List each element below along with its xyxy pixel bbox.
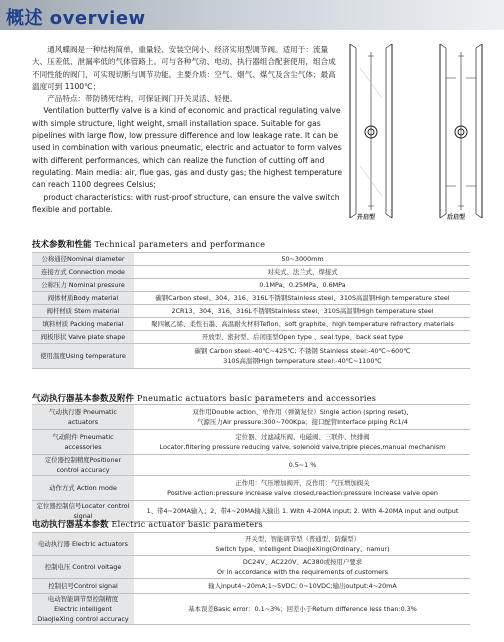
row-label: 阀体材质Body material [32, 292, 135, 305]
row-label: 气动附件 Pneumatic accessories [32, 430, 135, 455]
row-label: 公称通径Nominal diameter [32, 253, 135, 266]
valve-caption-open-type: 开启型 [357, 214, 376, 221]
row-label: 动作方式 Action mode [32, 476, 135, 501]
table-row [32, 430, 470, 455]
row-value: 0.1MPa、0.25MPa、0.6MPa [135, 279, 471, 292]
row-value: 碳钢Carbon steel、304、316、316L不锈钢Stainless steel、310S高温钢High temperature steel [135, 292, 471, 305]
section-title-pneumatic [32, 392, 376, 404]
pneumatic-actuator-table [32, 404, 470, 522]
intro-en-features: product characteristics: with rust-proof structure, can ensure the valve switch flexible and portable. [32, 192, 340, 214]
table-row [32, 476, 470, 501]
table-row [32, 305, 470, 318]
row-value: 碳钢 Carbon steel:-40℃~425℃; 不锈钢 Stainless steel:-40℃~600℃ 310S高温钢High temperature steel:-40℃~1100℃ [135, 344, 471, 369]
table-row [32, 556, 470, 579]
section-title-electric [32, 518, 263, 530]
row-value: 1、带4~20MA输入；2、带4~20MA输入输出 1. With 4-20MA input; 2. With 4-20MA input and output [135, 501, 471, 522]
row-value: 基本误差Basic error：0.1~3%；回差小于Return difference less than:0.3% [135, 594, 471, 625]
row-value: 输入input4~20mA;1~5VDC; 0~10VDC;输出output:4~20mA [135, 579, 471, 594]
row-value: 聚四氟乙烯、柔性石墨、高温耐火材料Teflon、soft graphite、high temperature refractory materials [135, 318, 471, 331]
row-value: 对夹式、法兰式、焊接式 [135, 266, 471, 279]
table-row [32, 331, 470, 344]
row-value: 开关型、智能调节型（普通型、防爆型） Switch type、intelligent DiaoJieXing(Ordinary、namur) [135, 533, 471, 556]
row-value: 定位器、过滤减压阀、电磁阀、三联件、快排阀 Locator,filtering pressure reducing valve, solenoid valve,triple pieces,manual mechanism [135, 430, 471, 455]
section-title-technical [32, 238, 265, 250]
valve-drawing-open-type [350, 44, 392, 218]
row-label: 电动执行器 Electric actuators [32, 533, 135, 556]
table-row [32, 318, 470, 331]
technical-parameters-table [32, 252, 470, 369]
table-row [32, 266, 470, 279]
section-title-pneumatic-cn: 气动执行器基本参数及附件 [32, 394, 135, 404]
row-label: 气动执行器 Pneumatic actuators [32, 405, 135, 430]
table-row [32, 253, 470, 266]
row-value: DC24V、AC220V、AC380或按用户要求 Or in accordance with the requirements of customers [135, 556, 471, 579]
page-title: 概述 overview [6, 8, 146, 29]
table-row [32, 579, 470, 594]
row-label: 定位器控制信号Locator control signal [32, 501, 135, 522]
row-label: 使用温度Using temperature [32, 344, 135, 369]
section-title-technical-en: Technical parameters and performance [94, 240, 266, 249]
row-value: 2CR13、304、316、316L不锈钢Stainless steel、310S高温钢High temperature steel [135, 305, 471, 318]
row-value: 开放型、密封型、后闭座型Open type 、seal type、back seat type [135, 331, 471, 344]
intro-cn-features: 产品特点：带防锈死结构，可保证阀门开关灵活、轻便。 [47, 94, 238, 104]
row-label: 电动智能调节型控制精度 Electric intelligent DiaoJieXing control accuracy [32, 594, 135, 625]
table-row [32, 344, 470, 369]
row-label: 填料材质 Packing material [32, 318, 135, 331]
section-title-pneumatic-en: Pneumatic actuators basic parameters and accessories [136, 394, 377, 403]
table-row [32, 292, 470, 305]
table-row [32, 405, 470, 430]
valve-caption-back-seat-type: 后启型 [447, 214, 466, 221]
table-row [32, 533, 470, 556]
valve-drawings [342, 38, 492, 224]
row-label: 阀板形状 Valve plate shape [32, 331, 135, 344]
overview-header [0, 0, 504, 30]
row-label: 公称压力 Nominal pressure [32, 279, 135, 292]
valve-drawing-back-seat-type [440, 44, 482, 218]
row-label: 定位器控制精度Positioner control accuracy [32, 455, 135, 476]
row-value: 0.5~1 % [135, 455, 471, 476]
row-label: 连接方式 Connection mode [32, 266, 135, 279]
row-value: 50~3000mm [135, 253, 471, 266]
table-row [32, 279, 470, 292]
table-row [32, 455, 470, 476]
row-label: 控制电压 Control voltage [32, 556, 135, 579]
intro-cn-paragraph: 通风蝶阀是一种结构简单，重量轻、安装空间小、经济实用型调节阀。适用于：流量大、压差低、泄漏率低的气体管路上。可与各种气动、电动、执行器组合配套使用，组合成不同性能的阀门，可实现切断与调节功能。主要介质：空气、烟气、煤气及含尘气体；最高温度可到 1100℃； [32, 45, 336, 91]
electric-actuator-table [32, 532, 470, 625]
row-value: 正作用：气压增加阀开，反作用：气压增加阀关 Positive action:pressure increase valve closed,reaction:pressure increase valve open [135, 476, 471, 501]
section-title-technical-cn: 技术参数和性能 [32, 240, 92, 250]
row-label: 阀杆材质 Stem material [32, 305, 135, 318]
table-row [32, 594, 470, 625]
intro-text [32, 44, 342, 216]
row-label: 控制信号Control signal [32, 579, 135, 594]
intro-en-paragraph: Ventilation butterfly valve is a kind of economic and practical regulating valve with simple structure, light weight, small installation space. Suitable for gas pipelines with large flow, low pressure difference and low leakage rate. It can be used in combination with various pneumatic, electric and actuator to form valves with different performances, which can realize the function of cutting off and regulating. Main media: air, flue gas, gas and dusty gas; the highest temperature can reach 1100 degrees Celsius; [32, 106, 342, 190]
row-value: 双作用Double action、单作用（弹簧复位）Single action (spring reset)、 气源压力Air pressure:300~700Kpa；接口配管Interface piping Rc1/4 [135, 405, 471, 430]
section-title-electric-en: Electric actuator basic parameters [111, 520, 263, 529]
section-title-electric-cn: 电动执行器基本参数 [32, 520, 109, 530]
